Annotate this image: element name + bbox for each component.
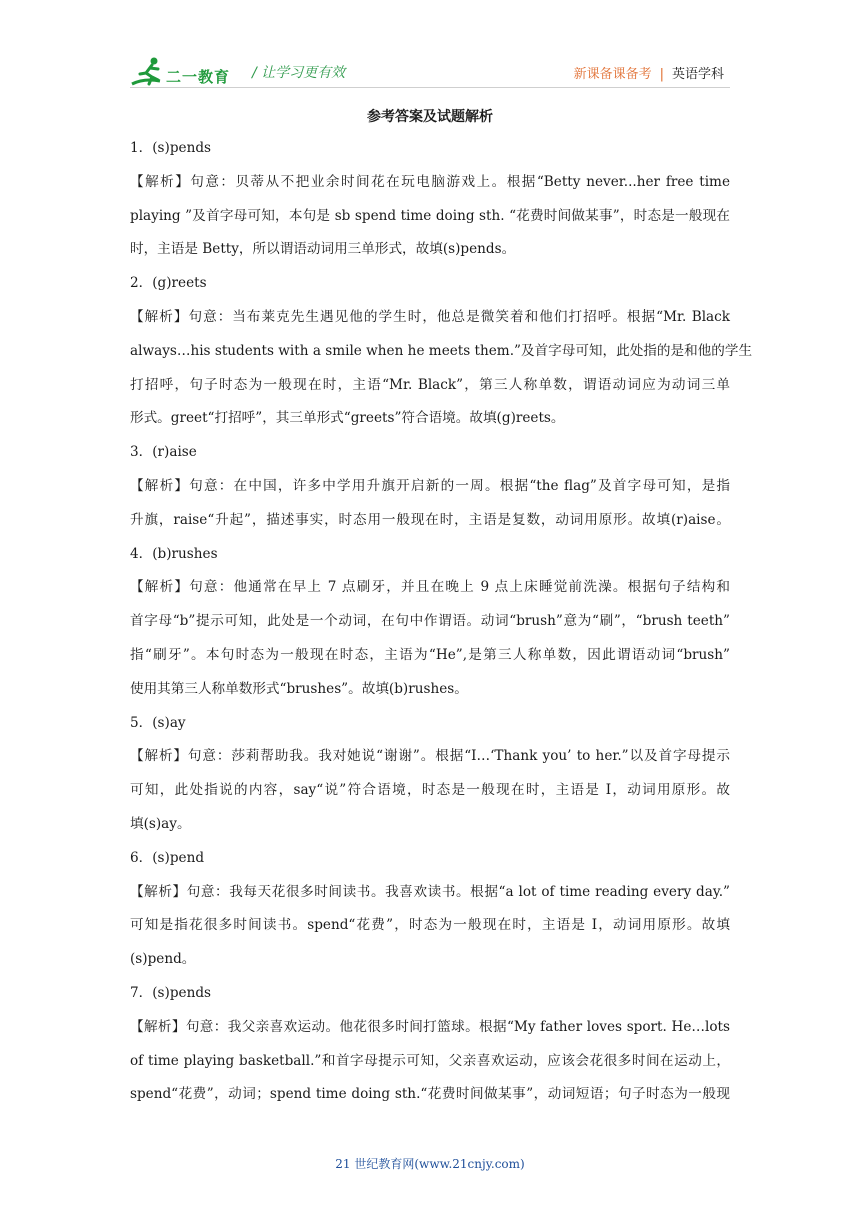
text-line: 【解析】句意：他通常在早上 7 点刷牙，并且在晚上 9 点上床睡觉前洗澡。根据句子结构和 [130,579,730,596]
text-line: playing ”及首字母可知，本句是 sb spend time doing sth. “花费时间做某事”，时态是一般现在 [130,207,730,224]
text-line: 【解析】句意：贝蒂从不把业余时间花在玩电脑游戏上。根据“Betty never...her free time [130,173,730,190]
answer-heading: 7．(s)pends [130,984,212,1001]
text-line: spend“花费”，动词；spend time doing sth.“花费时间做某事”，动词短语；句子时态为一般现 [130,1086,730,1103]
text-line: always…his students with a smile when he meets them.”及首字母可知，此处指的是和他的学生 [130,342,753,359]
answer-content [130,132,753,1112]
page-title: 参考答案及试题解析 [367,109,493,125]
text-line: 指“刷牙”。本句时态为一般现在时态，主语为“He”,是第三人称单数，因此谓语动词“brush” [130,646,730,663]
text-line: 可知是指花很多时间读书。spend“花费”，时态为一般现在时，主语是 I，动词用原形。故填 [130,917,730,934]
answer-heading: 5．(s)ay [130,714,186,731]
text-line: 时，主语是 Betty，所以谓语动词用三单形式，故填(s)pends。 [130,241,516,258]
header-divider [130,87,730,88]
runner-logo-icon [130,56,166,90]
logo-text: 二一教育 [166,68,231,86]
course-label: 新课备课备考 [573,67,652,82]
subject-label: 英语学科 [671,67,724,82]
text-line: 使用其第三人称单数形式“brushes”。故填(b)rushes。 [130,680,468,697]
header-right [574,63,724,82]
text-line: 打招呼，句子时态为一般现在时，主语“Mr. Black”，第三人称单数，谓语动词应为动词三单 [130,376,730,393]
brand-logo [130,56,240,90]
header-separator: | [659,67,664,82]
text-line: 【解析】句意：在中国，许多中学用升旗开启新的一周。根据“the flag”及首字母可知，是指 [130,477,730,494]
text-line: 【解析】句意：莎莉帮助我。我对她说“谢谢”。根据“I…‘Thank you’ to her.”以及首字母提示 [130,748,730,765]
text-line: 【解析】句意：当布莱克先生遇见他的学生时，他总是微笑着和他们打招呼。根据“Mr. Black [130,308,730,325]
answer-heading: 2．(g)reets [130,275,207,292]
text-line: 首字母“b”提示可知，此处是一个动词，在句中作谓语。动词“brush”意为“刷”，“brush teeth” [130,613,730,630]
page-header [130,52,730,92]
answer-heading: 4．(b)rushes [130,545,218,562]
text-line: (s)pend。 [130,951,196,968]
answer-heading: 1．(s)pends [130,140,212,156]
text-line: of time playing basketball.”和首字母提示可知，父亲喜欢运动，应该会花很多时间在运动上， [130,1052,730,1069]
text-line: 【解析】句意：我父亲喜欢运动。他花很多时间打篮球。根据“My father loves sport. He…lots [130,1018,730,1035]
slogan: / 让学习更有效 [252,65,346,81]
text-line: 【解析】句意：我每天花很多时间读书。我喜欢读书。根据“a lot of time reading every day.” [130,883,730,900]
text-line: 升旗，raise“升起”，描述事实，时态用一般现在时，主语是复数，动词用原形。故填(r)aise。 [130,511,730,528]
text-line: 形式。greet“打招呼”，其三单形式“greets”符合语境。故填(g)reets。 [130,410,565,427]
text-line: 填(s)ay。 [130,815,191,832]
page-footer: 21 世纪教育网(www.21cnjy.com) [335,1157,525,1171]
answer-heading: 3．(r)aise [130,444,197,461]
text-line: 可知，此处指说的内容，say“说”符合语境，时态是一般现在时，主语是 I，动词用原形。故 [130,782,730,799]
answer-heading: 6．(s)pend [130,849,205,866]
